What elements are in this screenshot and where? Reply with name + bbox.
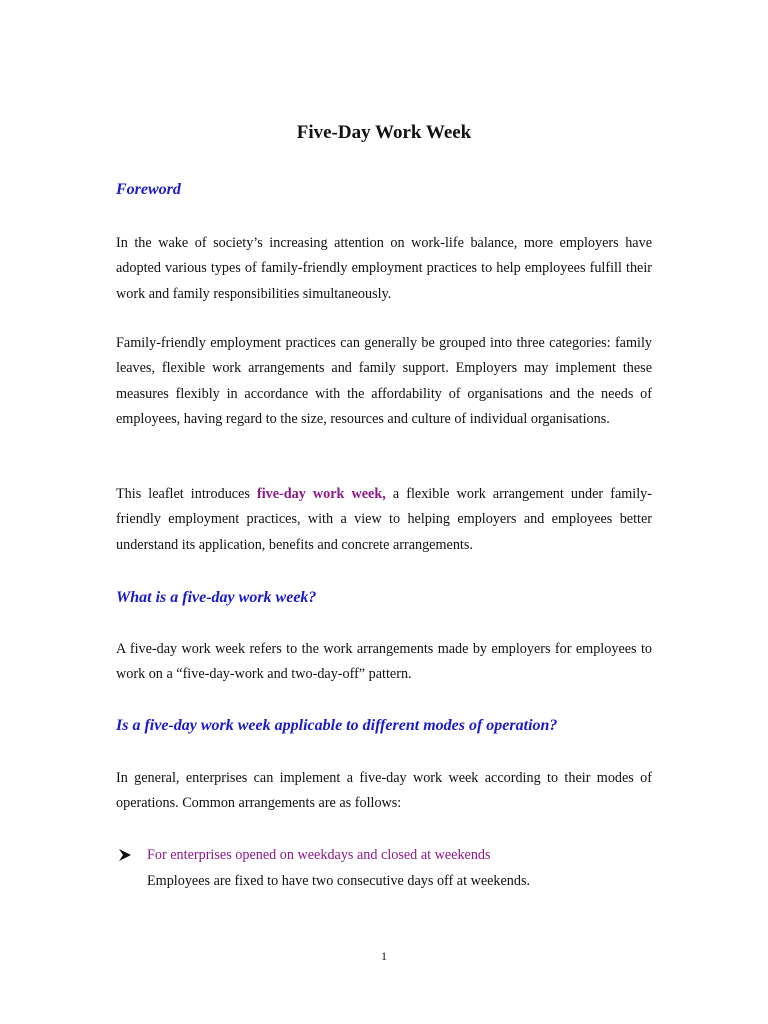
paragraph-3-rest: a flexible work arrangement under family-friendly employment practices, with a view to helping employers and employees better understand its application, benefits and concrete arrangements. [116,486,652,553]
foreword-paragraph-1: In the wake of society’s increasing attention on work-life balance, more employers have adopted various types of family-friendly employment practices to help employees fulfill their work and family responsibilities simultaneously. [116,235,652,302]
bullet-description: Employees are fixed to have two consecutive days off at weekends. [147,873,531,889]
list-item [116,843,656,868]
section-applicable-heading: Is a five-day work week applicable to different modes of operation? [116,717,558,734]
five-day-work-week-highlight: five-day work week, [256,486,386,502]
page-number: 1 [381,949,387,963]
section-what-is-heading: What is a five-day work week? [116,589,317,606]
paragraph-3-intro: This leaflet introduces [116,486,257,502]
document-title: Five-Day Work Week [296,122,472,143]
foreword-heading: Foreword [116,181,181,198]
section-applicable-paragraph: In general, enterprises can implement a five-day work week according to their modes of operations. Common arrangements are as follows: [116,770,652,812]
arrowhead-bullet-icon [118,848,132,862]
bullet-label: For enterprises opened on weekdays and closed at weekends [147,847,491,863]
section-what-is-paragraph: A five-day work week refers to the work arrangements made by employers for employees to work on a “five-day-work and two-day-off” pattern. [116,641,652,683]
foreword-paragraph-3 [116,482,652,558]
foreword-paragraph-2: Family-friendly employment practices can generally be grouped into three categories: family leaves, flexible work arrangements and family support. Employers may implement these measures flexibly in accordance with the affordability of organisations and the needs of employees, having regard to the size, resources and culture of individual organisations. [116,335,652,427]
